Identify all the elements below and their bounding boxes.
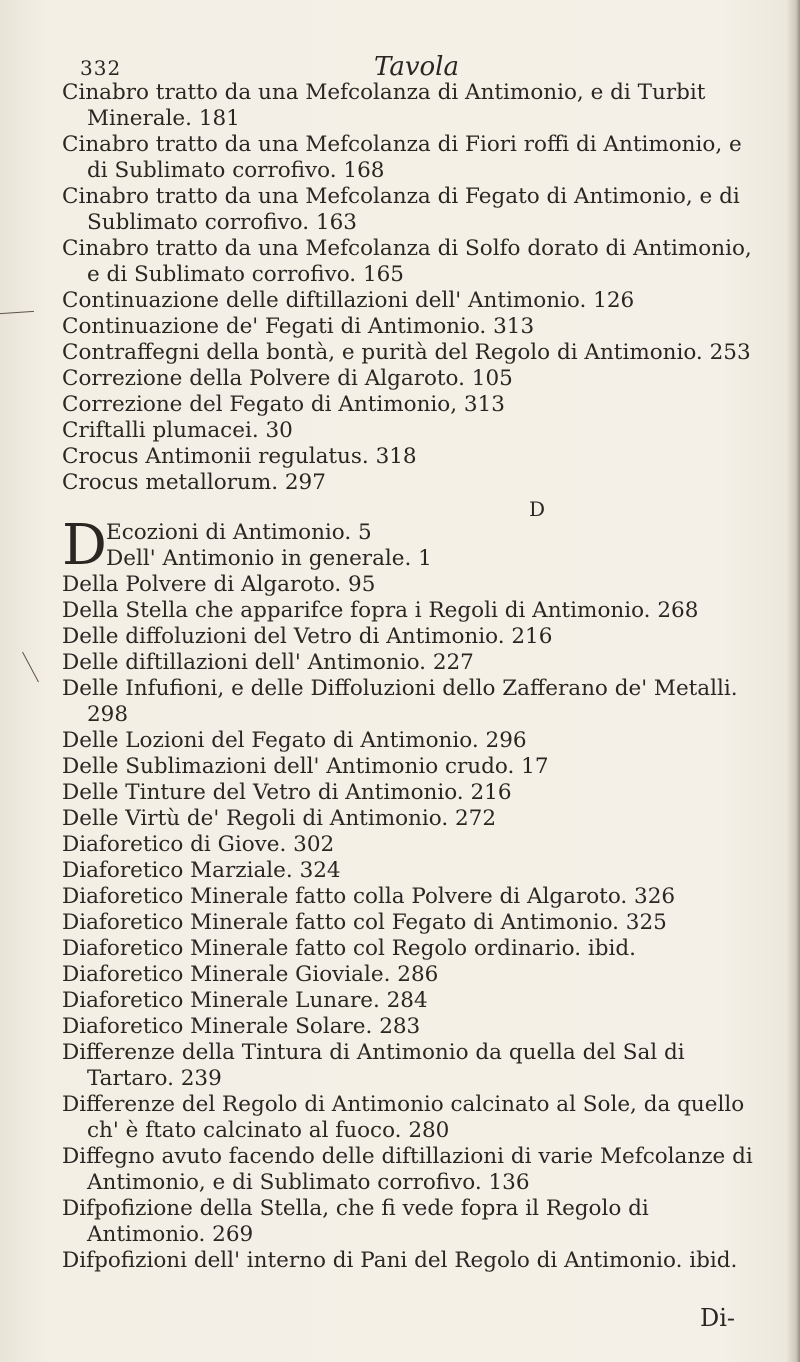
section-letter: D: [528, 497, 546, 521]
index-entry: Correzione del Fegato di Antimonio, 313: [62, 392, 505, 417]
index-entry: Contraffegni della bontà, e purità del Regolo di Antimonio. 253: [62, 340, 751, 365]
index-entry: Cinabro tratto da una Mefcolanza di Fiori roffi di Antimonio, e di Sublimato corrofivo. 168: [62, 132, 742, 183]
index-entry: Correzione della Polvere di Algaroto. 105: [62, 366, 513, 391]
index-entry: Delle Infufioni, e delle Diffoluzioni dello Zafferano de' Metalli. 298: [62, 676, 738, 727]
page-number: 332: [80, 56, 122, 80]
index-entry: Delle diftillazioni dell' Antimonio. 227: [62, 650, 474, 675]
index-entry: Delle diffoluzioni del Vetro di Antimonio. 216: [62, 624, 553, 649]
index-entry: Differenze del Regolo di Antimonio calcinato al Sole, da quello ch' è ftato calcinato al fuoco. 280: [62, 1092, 745, 1143]
index-entry: Diaforetico Minerale Gioviale. 286: [62, 962, 439, 987]
index-entry: Differenze della Tintura di Antimonio da quella del Sal di Tartaro. 239: [62, 1040, 685, 1091]
index-entry: Difpofizioni dell' interno di Pani del Regolo di Antimonio. ibid.: [62, 1248, 738, 1273]
index-entry: Cinabro tratto da una Mefcolanza di Solfo dorato di Antimonio, e di Sublimato corrofivo. 165: [62, 236, 752, 287]
index-entry: Delle Sublimazioni dell' Antimonio crudo. 17: [62, 754, 549, 779]
index-entry: Diaforetico Minerale Solare. 283: [62, 1014, 421, 1039]
index-entry: Crocus Antimonii regulatus. 318: [62, 444, 417, 469]
catchword: Di-: [700, 1304, 736, 1332]
margin-pen-mark: [22, 652, 39, 682]
index-entry: Diffegno avuto facendo delle diftillazioni di varie Mefcolanze di Antimonio, e di Sublimato corrofivo. 136: [62, 1144, 753, 1195]
index-entry: Delle Lozioni del Fegato di Antimonio. 296: [62, 728, 527, 753]
index-entry: Diaforetico Marziale. 324: [62, 858, 341, 883]
index-entry: Diaforetico Minerale Lunare. 284: [62, 988, 428, 1013]
index-entry: Della Polvere di Algaroto. 95: [62, 572, 376, 597]
index-entry: Continuazione de' Fegati di Antimonio. 313: [62, 314, 535, 339]
index-entry: Diaforetico di Giove. 302: [62, 832, 335, 857]
index-entry: Cinabro tratto da una Mefcolanza di Fegato di Antimonio, e di Sublimato corrofivo. 163: [62, 184, 740, 235]
index-entry: Diaforetico Minerale fatto col Regolo ordinario. ibid.: [62, 936, 636, 961]
index-entries: [62, 80, 762, 1274]
index-entry: Dell' Antimonio in generale. 1: [106, 546, 432, 571]
index-entry: Cinabro tratto da una Mefcolanza di Antimonio, e di Turbit Minerale. 181: [62, 80, 706, 131]
index-entry: Ecozioni di Antimonio. 5: [106, 520, 372, 545]
index-entry: Delle Tinture del Vetro di Antimonio. 216: [62, 780, 512, 805]
running-title: Tavola: [374, 52, 459, 82]
index-entry: Della Stella che apparifce fopra i Regoli di Antimonio. 268: [62, 598, 699, 623]
index-entry: Diaforetico Minerale fatto colla Polvere di Algaroto. 326: [62, 884, 676, 909]
index-entry: Difpofizione della Stella, che fi vede fopra il Regolo di Antimonio. 269: [62, 1196, 649, 1247]
index-entry: Criftalli plumacei. 30: [62, 418, 293, 443]
margin-pen-mark: [0, 311, 34, 314]
drop-cap: D: [62, 513, 107, 578]
index-entry: Continuazione delle diftillazioni dell' Antimonio. 126: [62, 288, 635, 313]
index-entry: Delle Virtù de' Regoli di Antimonio. 272: [62, 806, 497, 831]
page-edge-shadow: [786, 0, 800, 1362]
index-entry: Diaforetico Minerale fatto col Fegato di Antimonio. 325: [62, 910, 667, 935]
dropcap-entry: [62, 513, 762, 578]
index-entry: Crocus metallorum. 297: [62, 470, 326, 495]
